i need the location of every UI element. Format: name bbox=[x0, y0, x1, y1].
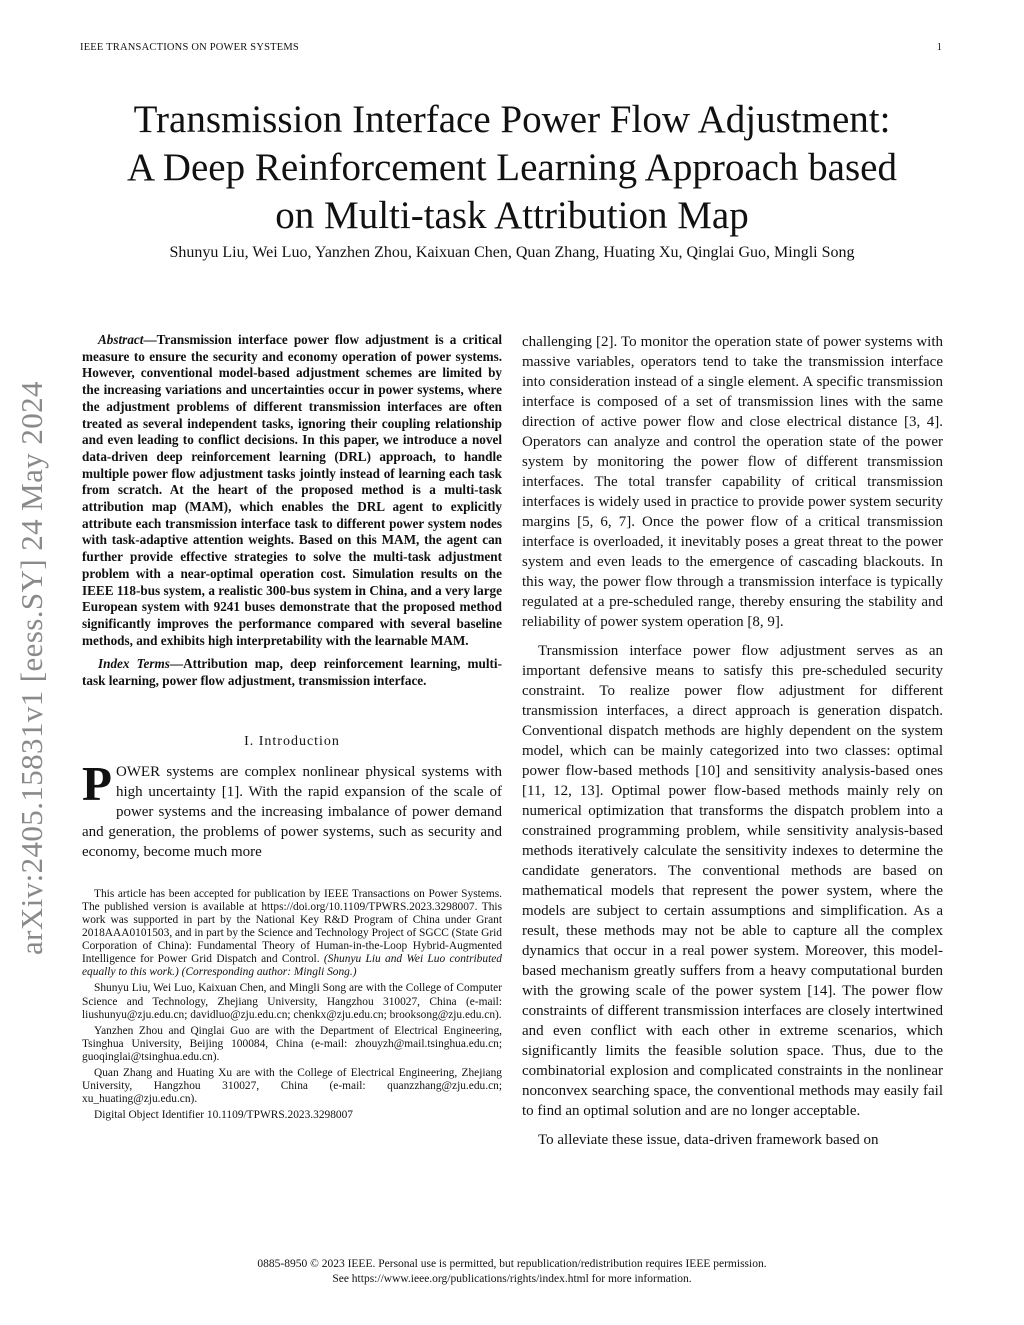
index-terms bbox=[82, 656, 502, 689]
right-paragraph-3: To alleviate these issue, data-driven framework based on bbox=[538, 1132, 879, 1148]
footnote-contribution-note: (Shunyu Liu and Wei Luo contributed equally to this work.) (Corresponding author: Mingli Song.) bbox=[82, 953, 502, 979]
footnotes bbox=[82, 888, 502, 1123]
title-line-3: on Multi-task Attribution Map bbox=[275, 194, 749, 237]
title-line-1: Transmission Interface Power Flow Adjustment: bbox=[133, 98, 891, 141]
abstract bbox=[82, 332, 502, 649]
right-paragraph-2: Transmission interface power flow adjustment serves as an important defensive means to satisfy this pre-scheduled security constraint. To realize power flow adjustment for different transmission interfaces, a direct approach is generation dispatch. Conventional dispatch methods are highly dependent on the system model, which can be mainly categorized into two classes: optimal power flow-based methods [10] and sensitivity analysis-based ones [11, 12, 13]. Optimal power flow-based methods mainly rely on numerical optimization that transforms the dispatch problem into a constrained programming problem, while sensitivity analysis-based methods iteratively calculate the sensitivity indexes to determine the candidate generators. The conventional methods are based on mathematical models that represent the power system, where the models are subject to certain assumptions and simplification. As a result, these methods may not be able to capture all the complex dynamics that occur in a real power system. Moreover, this model-based mechanism greatly suffers from a heavy computational burden with the growing scale of the power system [14]. The power flow constraints of different transmission interfaces are closely intertwined and even conflict with each other in extreme scenarios, which significantly limits the feasible solution space. Thus, due to the combinatorial explosion and complicated constraints in the nonlinear nonconvex searching space, the conventional methods may easily fail to find an optimal solution and are no longer acceptable. bbox=[522, 643, 943, 1119]
arxiv-stamp: arXiv:2405.15831v1 [eess.SY] 24 May 2024 bbox=[14, 381, 49, 955]
copyright-footer bbox=[60, 1257, 964, 1287]
author-list: Shunyu Liu, Wei Luo, Yanzhen Zhou, Kaixuan Chen, Quan Zhang, Huating Xu, Qinglai Guo, Mingli Song bbox=[169, 244, 855, 261]
intro-text: systems are complex nonlinear physical systems with high uncertainty [1]. With the rapid expansion of the scale of power systems and the increasing imbalance of power demand and generation, the problems of power systems, such as security and economy, become much more bbox=[82, 763, 502, 860]
footnote-affiliation-1: Shunyu Liu, Wei Luo, Kaixuan Chen, and Mingli Song are with the College of Computer Science and Technology, Zhejiang University, Hangzhou 310027, China (e-mail: liushunyu@zju.edu.cn; davidluo@zju.edu.cn; chenkx@zju.edu.cn; brooksong@zju.edu.cn). bbox=[82, 982, 502, 1021]
right-paragraph-1: challenging [2]. To monitor the operation state of power systems with massive variables, operators tend to take the transmission interface into consideration instead of a single element. A specific transmission interface is composed of a set of transmission lines with the same direction of active power flow and close electrical distance [3, 4]. Operators can analyze and control the operation state of the power system by monitoring the power flow of different transmission interfaces. The total transfer capability of critical transmission interfaces is widely used in practice to provide power system security margins [5, 6, 7]. Once the power flow of a critical transmission interface is overloaded, it inevitably poses a great threat to the power system and even leads to the emergence of cascading blackouts. In this way, the power flow through a transmission interface is typically regulated at a pre-scheduled range, thereby ensuring the stability and reliability of power system operation [8, 9]. bbox=[522, 334, 943, 630]
intro-paragraph bbox=[82, 755, 502, 862]
intro-first-word: OWER bbox=[115, 763, 161, 780]
dropcap-letter: P bbox=[82, 755, 112, 811]
right-column bbox=[522, 332, 943, 1159]
left-column bbox=[82, 332, 502, 1125]
footer-line-1: 0885-8950 © 2023 IEEE. Personal use is permitted, but republication/redistribution requires IEEE permission. bbox=[257, 1258, 767, 1270]
section-heading-introduction: I. Introduction bbox=[244, 733, 340, 749]
footnote-acceptance-text: This article has been accepted for publication by IEEE Transactions on Power Systems. The published version is available at https://doi.org/10.1109/TPWRS.2023.3298007. This work was supported in part by the National Key R&D Program of China under Grant 2018AAA0101503, and in part by the Science and Technology Project of SGCC (State Grid Corporation of China): Fundamental Theory of Human-in-the-Loop Hybrid-Augmented Intelligence for Power Grid Dispatch and Control. bbox=[82, 887, 502, 966]
abstract-label: Abstract bbox=[98, 332, 144, 347]
page-number: 1 bbox=[936, 42, 942, 53]
footer-line-2: See https://www.ieee.org/publications/rights/index.html for more information. bbox=[332, 1273, 692, 1285]
index-terms-text: —Attribution map, deep reinforcement learning, multi-task learning, power flow adjustment, transmission interface. bbox=[82, 656, 502, 689]
title-line-2: A Deep Reinforcement Learning Approach based bbox=[127, 146, 897, 189]
footnote-acceptance bbox=[82, 888, 502, 980]
abstract-text: —Transmission interface power flow adjustment is a critical measure to ensure the security and economy operation of power systems. However, conventional model-based adjustment schemes are limited by the increasing variations and uncertainties occur in power systems, where the adjustment problems of different transmission interfaces are often treated as several independent tasks, ignoring their coupling relationship and even leading to conflict decisions. In this paper, we introduce a novel data-driven deep reinforcement learning (DRL) approach, to handle multiple power flow adjustment tasks jointly instead of learning each task from scratch. At the heart of the proposed method is a multi-task attribution map (MAM), which enables the DRL agent to explicitly attribute each transmission interface task to different power system nodes with task-adaptive attention weights. Based on this MAM, the agent can further provide effective strategies to solve the multi-task adjustment problem with a near-optimal operation cost. Simulation results on the IEEE 118-bus system, a realistic 300-bus system in China, and a very large European system with 9241 buses demonstrate that the proposed method significantly improves the performance compared with several baseline methods, and exhibits high interpretability with the learnable MAM. bbox=[82, 332, 502, 648]
footnote-affiliation-2: Yanzhen Zhou and Qinglai Guo are with the Department of Electrical Engineering, Tsinghua University, Beijing 100084, China (e-mail: zhouyzh@mail.tsinghua.edu.cn; guoqinglai@tsinghua.edu.cn). bbox=[82, 1024, 502, 1063]
footnote-doi: Digital Object Identifier 10.1109/TPWRS.2023.3298007 bbox=[94, 1109, 353, 1122]
footnote-affiliation-3: Quan Zhang and Huating Xu are with the College of Electrical Engineering, Zhejiang University, Hangzhou 310027, China (e-mail: quanzzhang@zju.edu.cn; xu_huating@zju.edu.cn). bbox=[82, 1066, 502, 1106]
running-head: IEEE TRANSACTIONS ON POWER SYSTEMS bbox=[80, 42, 299, 53]
index-terms-label: Index Terms bbox=[98, 656, 170, 672]
paper-title bbox=[60, 96, 964, 240]
